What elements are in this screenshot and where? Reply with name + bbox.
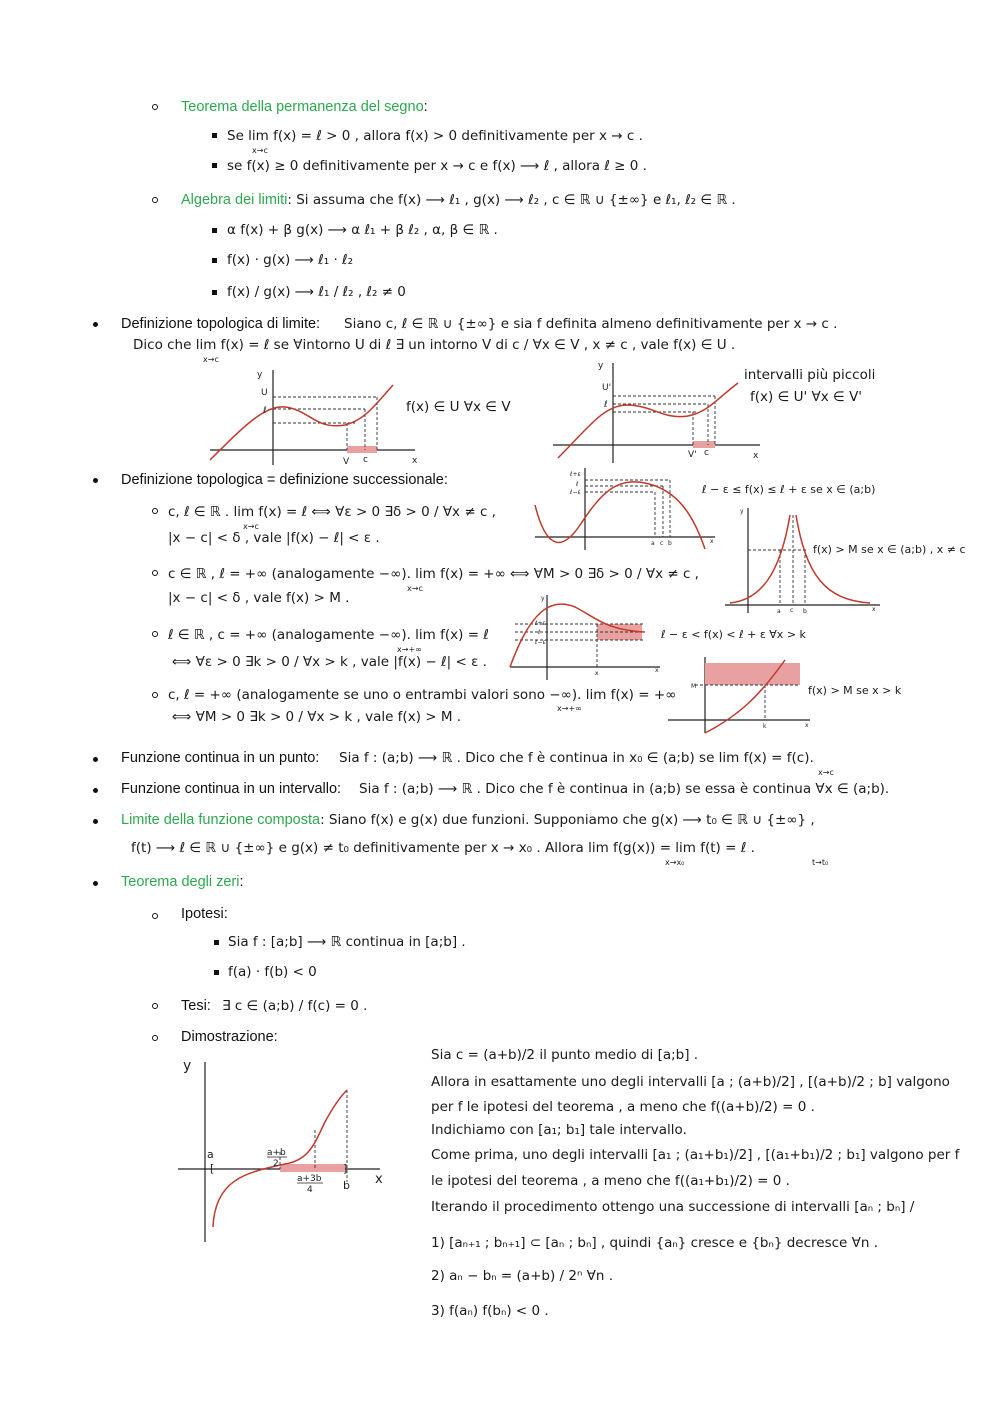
topologica-line-1: Siano c, ℓ ∈ ℝ ∪ {±∞} e sia f definita almeno definitivamente per x → c .: [344, 316, 838, 332]
bullet: [93, 788, 98, 793]
k-label: k: [763, 723, 767, 730]
continua-punto-sub: x→c: [818, 768, 834, 777]
x-label: x: [872, 606, 876, 613]
permanenza-item-1-sub: x→c: [252, 146, 268, 155]
permanenza-colon: :: [423, 99, 428, 115]
y-label: y: [740, 508, 744, 515]
u-label: U: [261, 388, 268, 398]
y-label: y: [257, 370, 263, 380]
algebra-intro: : Si assuma che f(x) ⟶ ℓ₁ , g(x) ⟶ ℓ₂ , c ∈ ℝ ∪ {±∞} e ℓ₁, ℓ₂ ∈ ℝ .: [287, 192, 736, 208]
square-bullet: [212, 258, 217, 263]
above-m-shade: [705, 663, 800, 685]
infinite-limit-graph: [720, 505, 885, 615]
case-2-sub: x→c: [407, 584, 423, 593]
lpe-label: ℓ+ε: [535, 620, 546, 627]
quarter-label: a+3b: [297, 1174, 322, 1184]
dim-line-7: Iterando il procedimento ottengo una successione di intervalli [aₙ ; bₙ] /: [431, 1199, 915, 1215]
sub-bullet: [152, 1003, 158, 1009]
interval-v-shade: [693, 441, 715, 448]
sub-bullet: [152, 570, 158, 576]
topologica-line-2-sub: x→c: [203, 355, 219, 364]
bisection-graph: [175, 1052, 390, 1247]
tesi-text: ∃ c ∈ (a;b) / f(c) = 0 .: [222, 998, 368, 1014]
mid-label: a+b: [267, 1148, 286, 1158]
ipotesi-item-2: f(a) · f(b) < 0: [228, 964, 317, 980]
case-1-line-2: |x − c| < δ , vale |f(x) − ℓ| < ε .: [168, 530, 380, 546]
dim-line-4: Indichiamo con [a₁; b₁] tale intervallo.: [431, 1122, 687, 1138]
permanenza-item-2: se f(x) ≥ 0 definitivamente per x → c e f(x) ⟶ ℓ , allora ℓ ≥ 0 .: [227, 158, 647, 174]
case-3-line-2: ⟺ ∀ε > 0 ∃k > 0 / ∀x > k , vale |f(x) − ℓ| < ε .: [172, 654, 487, 670]
l-label: ℓ: [604, 400, 608, 410]
b-label: b: [668, 540, 672, 547]
epsilon-delta-graph: [530, 465, 720, 550]
case-3-note: ℓ − ε < f(x) < ℓ + ε ∀x > k: [661, 628, 806, 641]
bracket-right: ]: [343, 1162, 348, 1175]
ipotesi-label: Ipotesi:: [181, 906, 228, 922]
b-label: b: [803, 608, 807, 615]
composta-line-2: f(t) ⟶ ℓ ∈ ℝ ∪ {±∞} e g(x) ≠ t₀ definitivamente per x → x₀ . Allora lim f(g(x)) = lim f(t) = ℓ .: [131, 840, 755, 856]
successionale-label: Definizione topologica = definizione successionale:: [121, 472, 448, 488]
lpe-label: ℓ+ε: [570, 471, 581, 478]
topologica-graph-1: [205, 365, 425, 470]
graph-2-note-1: intervalli più piccoli: [744, 367, 876, 383]
bullet: [93, 757, 98, 762]
algebra-item-3: f(x) / g(x) ⟶ ℓ₁ / ℓ₂ , ℓ₂ ≠ 0: [227, 284, 406, 300]
y-label: y: [183, 1058, 192, 1074]
sub-bullet: [152, 631, 158, 637]
v-label: V: [343, 457, 350, 467]
composta-title: Limite della funzione composta: [121, 812, 321, 828]
interval-shade: [280, 1164, 345, 1172]
sub-bullet: [152, 913, 158, 919]
x-tick-label: x: [595, 670, 599, 677]
square-bullet: [212, 163, 217, 168]
dimostrazione-label: Dimostrazione:: [181, 1029, 278, 1045]
x-label: x: [753, 451, 759, 461]
square-bullet: [214, 940, 219, 945]
case-1-line-1: c, ℓ ∈ ℝ . lim f(x) = ℓ ⟺ ∀ε > 0 ∃δ > 0 / ∀x ≠ c ,: [168, 504, 496, 520]
dim-line-1: Sia c = (a+b)/2 il punto medio di [a;b] .: [431, 1047, 699, 1063]
square-bullet: [212, 290, 217, 295]
a-label: a: [777, 608, 781, 615]
zeri-heading: [121, 873, 244, 891]
continua-punto-label: Funzione continua in un punto:: [121, 750, 320, 766]
b-label: b: [343, 1179, 350, 1192]
y-label: y: [598, 361, 604, 371]
zeri-colon: :: [239, 874, 244, 890]
permanenza-item-1: Se lim f(x) = ℓ > 0 , allora f(x) > 0 definitivamente per x → c .: [227, 128, 643, 144]
continua-intervallo-text: Sia f : (a;b) ⟶ ℝ . Dico che f è continua in (a;b) se essa è continua ∀x ∈ (a;b).: [359, 781, 890, 797]
tesi-label: Tesi:: [181, 998, 211, 1014]
c-label: c: [790, 607, 794, 614]
dim-line-6: le ipotesi del teorema , a meno che f((a₁+b₁)/2) = 0 .: [431, 1173, 790, 1189]
case-2-line-2: |x − c| < δ , vale f(x) > M .: [168, 590, 350, 606]
case-3-sub: x→+∞: [397, 645, 422, 654]
algebra-heading: [181, 191, 736, 209]
x-label: x: [710, 538, 714, 545]
infinity-at-infinity-graph: [665, 655, 815, 735]
c-label: c: [660, 540, 664, 547]
topologica-graph-2: [548, 358, 768, 463]
dim-line-3: per f le ipotesi del teorema , a meno che f((a+b)/2) = 0 .: [431, 1099, 815, 1115]
sub-bullet: [152, 197, 158, 203]
sub-bullet: [152, 692, 158, 698]
case-4-sub: x→+∞: [557, 704, 582, 713]
permanenza-title: Teorema della permanenza del segno: [181, 99, 424, 115]
dim-line-2: Allora in esattamente uno degli intervalli [a ; (a+b)/2] , [(a+b)/2 ; b] valgono: [431, 1074, 950, 1090]
dim-line-10: 3) f(aₙ) f(bₙ) < 0 .: [431, 1303, 549, 1319]
composta-line-1: : Siano f(x) e g(x) due funzioni. Supponiamo che g(x) ⟶ t₀ ∈ ℝ ∪ {±∞} ,: [320, 812, 815, 828]
case-2-line-1: c ∈ ℝ , ℓ = +∞ (analogamente −∞). lim f(x) = +∞ ⟺ ∀M > 0 ∃δ > 0 / ∀x ≠ c ,: [168, 566, 699, 582]
case-4-line-2: ⟺ ∀M > 0 ∃k > 0 / ∀x > k , vale f(x) > M .: [172, 709, 462, 725]
dim-line-9: 2) aₙ − bₙ = (a+b) / 2ⁿ ∀n .: [431, 1268, 613, 1284]
u2-label: U': [602, 383, 612, 393]
x-label: x: [412, 456, 418, 466]
m-label: M: [691, 683, 697, 690]
l-label: ℓ: [576, 481, 579, 488]
bullet: [93, 478, 98, 483]
square-bullet: [212, 133, 217, 138]
continua-punto-text: Sia f : (a;b) ⟶ ℝ . Dico che f è continua in x₀ ∈ (a;b) se lim f(x) = f(c).: [339, 750, 814, 766]
topologica-label: Definizione topologica di limite:: [121, 316, 321, 332]
bracket-left: [: [210, 1162, 215, 1175]
lme-label: ℓ−ε: [535, 639, 546, 646]
algebra-title: Algebra dei limiti: [181, 192, 288, 208]
c-label: c: [363, 455, 368, 465]
bullet: [93, 881, 98, 886]
c-label: c: [704, 448, 709, 458]
quarter-den-label: 4: [307, 1185, 313, 1195]
case-2-note: f(x) > M se x ∈ (a;b) , x ≠ c: [813, 543, 966, 556]
right-branch: [796, 515, 870, 603]
l-label: ℓ: [263, 406, 267, 416]
ipotesi-item-1: Sia f : [a;b] ⟶ ℝ continua in [a;b] .: [228, 934, 466, 950]
a-label: a: [651, 540, 655, 547]
l-label: ℓ: [538, 629, 541, 636]
case-4-line-1: c, ℓ = +∞ (analogamente se uno o entrambi valori sono −∞). lim f(x) = +∞: [168, 687, 677, 703]
square-bullet: [214, 970, 219, 975]
composta-heading: [121, 811, 815, 829]
bullet: [93, 819, 98, 824]
x-label: x: [805, 722, 809, 729]
case-3-line-1: ℓ ∈ ℝ , c = +∞ (analogamente −∞). lim f(x) = ℓ: [168, 627, 489, 643]
v2-label: V': [688, 450, 697, 460]
x-label: x: [375, 1172, 383, 1187]
graph-1-note: f(x) ∈ U ∀x ∈ V: [406, 399, 511, 415]
x-label: x: [655, 667, 659, 674]
interval-v-shade: [347, 446, 377, 453]
square-bullet: [212, 228, 217, 233]
case-1-note: ℓ − ε ≤ f(x) ≤ ℓ + ε se x ∈ (a;b): [702, 483, 876, 496]
dim-line-8: 1) [aₙ₊₁ ; bₙ₊₁] ⊂ [aₙ ; bₙ] , quindi {aₙ} cresce e {bₙ} decresce ∀n .: [431, 1235, 879, 1251]
topologica-line-2: Dico che lim f(x) = ℓ se ∀intorno U di ℓ ∃ un intorno V di c / ∀x ∈ V , x ≠ c , vale f(x) ∈ U .: [133, 337, 736, 353]
sub-bullet: [152, 104, 158, 110]
case-1-sub: x→c: [243, 522, 259, 531]
zeri-title: Teorema degli zeri: [121, 874, 240, 890]
permanenza-heading: [181, 98, 428, 116]
sub-bullet: [152, 1035, 158, 1041]
mid-den-label: 2: [273, 1159, 279, 1169]
left-branch: [730, 515, 790, 603]
algebra-item-1: α f(x) + β g(x) ⟶ α ℓ₁ + β ℓ₂ , α, β ∈ ℝ .: [227, 222, 498, 238]
y-label: y: [541, 595, 545, 602]
composta-line-2-sub-2: t→t₀: [812, 858, 829, 867]
sub-bullet: [152, 508, 158, 514]
continua-intervallo-label: Funzione continua in un intervallo:: [121, 781, 342, 797]
case-4-note: f(x) > M se x > k: [808, 684, 902, 697]
a-label: a: [207, 1148, 214, 1161]
bullet: [93, 322, 98, 327]
algebra-item-2: f(x) · g(x) ⟶ ℓ₁ · ℓ₂: [227, 252, 354, 268]
dim-line-5: Come prima, uno degli intervalli [a₁ ; (a₁+b₁)/2] , [(a₁+b₁)/2 ; b₁] valgono per f: [431, 1147, 960, 1163]
composta-line-2-sub-1: x→x₀: [665, 858, 685, 867]
graph-2-note-2: f(x) ∈ U' ∀x ∈ V': [750, 389, 863, 405]
limit-at-infinity-graph: [505, 592, 665, 682]
lme-label: ℓ−ε: [570, 489, 581, 496]
